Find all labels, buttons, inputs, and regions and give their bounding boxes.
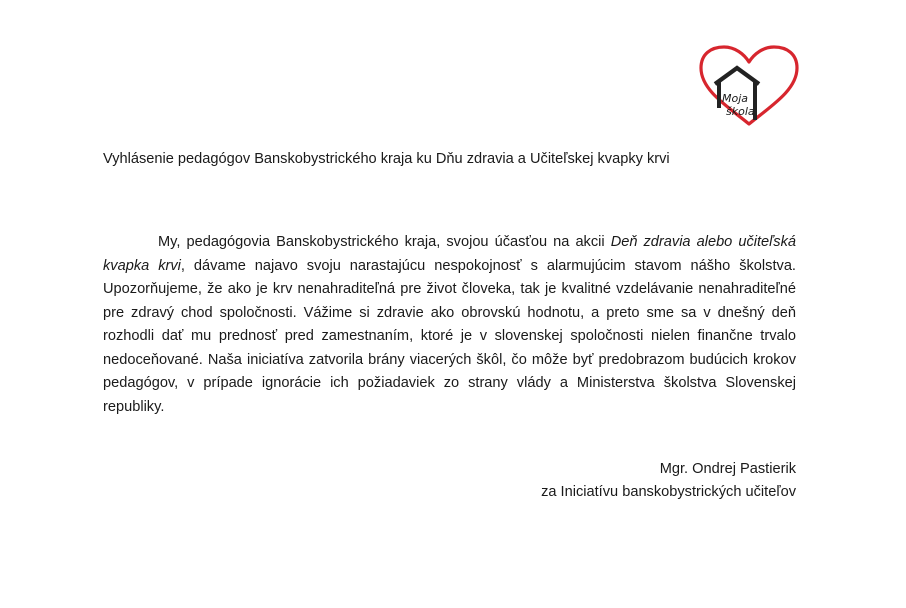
signature-block: [541, 458, 796, 504]
logo-text-moja: Moja: [722, 92, 749, 105]
document-title: Vyhlásenie pedagógov Banskobystrického kraja ku Dňu zdravia a Učiteľskej kvapky krvi: [103, 151, 670, 167]
event-name: Deň zdravia alebo učiteľská kvapka krvi: [103, 234, 796, 274]
signature-name: Mgr. Ondrej Pastierik: [659, 461, 796, 477]
moja-skola-logo: [697, 44, 801, 126]
body-paragraph: [103, 231, 796, 419]
signature-organization: za Iniciatívu banskobystrických učiteľov: [541, 484, 796, 500]
logo-text-skola: škola: [726, 105, 755, 118]
body-text-part1: My, pedagógovia Banskobystrického kraja, svojou účasťou na akcii: [158, 234, 611, 250]
body-text-part2: , dávame najavo svoju narastajúcu nespokojnosť s alarmujúcim stavom nášho školstva. Upozorňujeme, že ako je krv nenahraditeľná pre život človeka, tak je kvalitné vzdelávanie nenahraditeľné pre zdravý chod spoločnosti. Vážime si zdravie ako obrovskú hodnotu, a preto sme sa v dnešný deň rozhodli dať mu prednosť pred zamestnaním, ktoré je v slovenskej spoločnosti nielen finančne trvalo nedoceňované. Naša iniciatíva zatvorila brány viacerých škôl, čo môže byť predobrazom budúcich krokov pedagógov, v prípade ignorácie ich požiadaviek zo strany vlády a Ministerstva školstva Slovenskej republiky.: [103, 257, 796, 415]
